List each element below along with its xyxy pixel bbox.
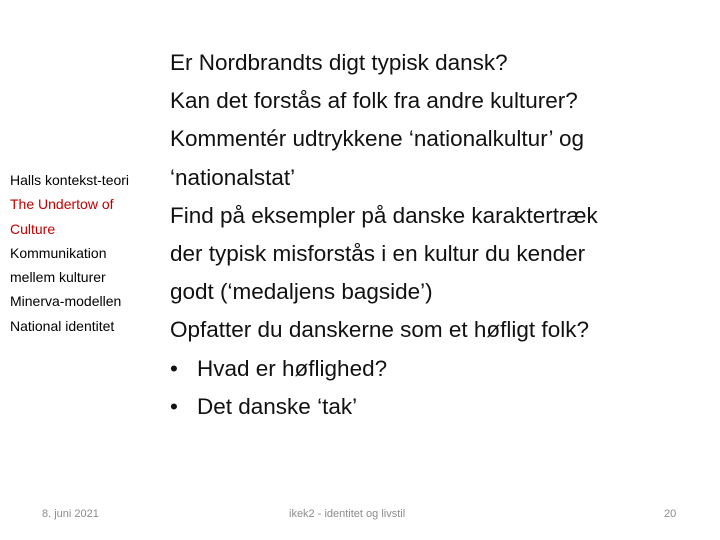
bullet-item — [170, 388, 710, 426]
sidebar-item-culture[interactable]: Culture — [10, 220, 56, 237]
content-line: Er Nordbrandts digt typisk dansk? — [170, 50, 508, 75]
bullet-text: Hvad er høflighed? — [197, 355, 388, 381]
slide-content — [170, 44, 710, 426]
sidebar-navigation — [10, 168, 160, 338]
footer-page-number: 20 — [664, 508, 677, 520]
footer-title: ikek2 - identitet og livstil — [289, 508, 406, 520]
sidebar-item-halls-kontekst-teori[interactable]: Halls kontekst-teori — [10, 172, 130, 188]
sidebar-item-national-identitet[interactable]: National identitet — [10, 317, 115, 334]
bullet-text: Det danske ‘tak’ — [197, 393, 358, 419]
content-line: ‘nationalstat’ — [170, 164, 296, 190]
bullet-dot-icon: • — [170, 355, 178, 381]
content-line: Kan det forstås af folk fra andre kulturer? — [170, 88, 578, 114]
footer-date: 8. juni 2021 — [42, 508, 99, 520]
sidebar-item-kommunikation[interactable]: Kommunikation — [10, 244, 107, 261]
content-line: Opfatter du danskerne som et høfligt folk? — [170, 317, 589, 343]
bullet-dot-icon: • — [170, 393, 178, 419]
sidebar-item-the-undertow-of[interactable]: The Undertow of — [10, 196, 114, 213]
sidebar-item-mellem-kulturer[interactable]: mellem kulturer — [10, 269, 106, 286]
content-line: Kommentér udtrykkene ‘nationalkultur’ og — [170, 126, 584, 152]
sidebar-item-minerva-modellen[interactable]: Minerva-modellen — [10, 293, 122, 310]
content-line: godt (‘medaljens bagside’) — [170, 279, 433, 305]
bullet-item — [170, 350, 710, 388]
content-line: Find på eksempler på danske karaktertræk — [170, 202, 598, 228]
content-line: der typisk misforstås i en kultur du kender — [170, 241, 586, 267]
